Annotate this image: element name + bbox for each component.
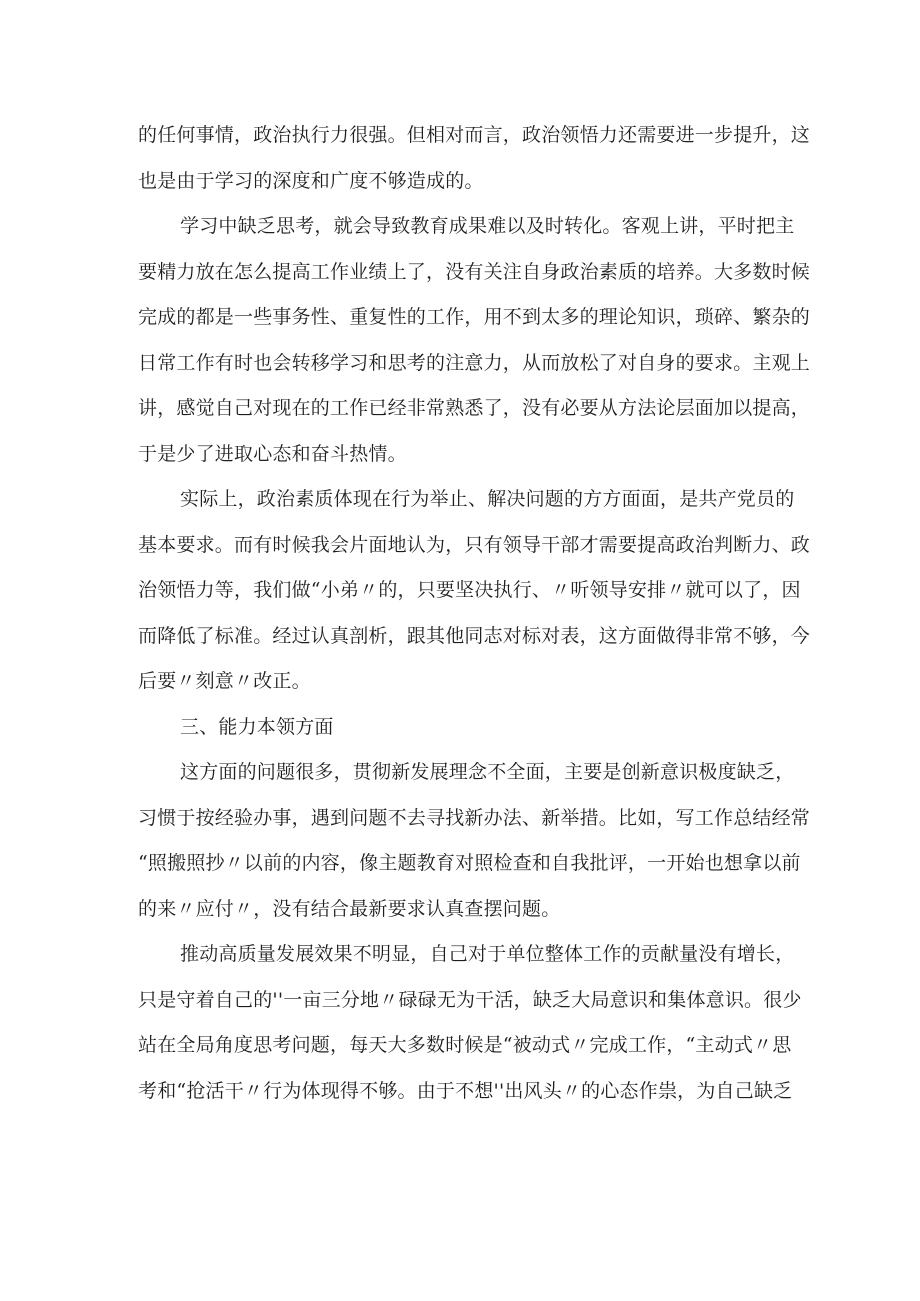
text-line: “照搬照抄〃以前的内容，像主题教育对照检查和自我批评，一开始也想拿以前 [138,852,801,874]
text-line: 于是少了进取心态和奋斗热情。 [138,442,407,465]
text-line: 讲，感觉自己对现在的工作已经非常熟悉了，没有必要从方法论层面加以提高， [138,397,811,419]
section-heading [138,713,784,759]
paragraph [138,485,811,713]
text-line: 只是守着自己的''一亩三分地〃碌碌无为干活，缺乏大局意识和集体意识。很少 [138,988,802,1011]
text-line: 而降低了标准。经过认真剖析，跟其他同志对标对表，这方面做得非常不够，今 [138,624,811,647]
section-heading-text: 三、能力本领方面 [180,715,334,738]
text-line: 推动高质量发展效果不明显，自己对于单位整体工作的贡献量没有增长， [180,943,795,965]
text-line: 治领悟力等，我们做“小弟〃的，只要坚决执行、〃听领导安排〃就可以了，因 [138,579,801,601]
paragraph [138,121,811,212]
text-line: 考和“抢活干〃行为体现得不够。由于不想''出风头〃的心态作祟，为自己缺乏 [138,1079,793,1102]
text-line: 的来〃应付〃，没有结合最新要求认真查摆问题。 [138,897,561,920]
text-line: 也是由于学习的深度和广度不够造成的。 [138,169,484,192]
text-line: 实际上，政治素质体现在行为举止、解决问题的方方面面，是共产党员的 [180,488,795,510]
document-body [138,121,811,1122]
text-line: 这方面的问题很多，贯彻新发展理念不全面，主要是创新意识极度缺乏， [180,761,795,783]
text-line: 要精力放在怎么提高工作业绩上了，没有关注自身政治素质的培养。大多数时候 [138,260,811,283]
text-line: 完成的都是一些事务性、重复性的工作，用不到太多的理论知识，琐碎、繁杂的 [138,306,811,328]
text-line: 站在全局角度思考问题，每天大多数时候是“被动式〃完成工作，“主动式〃思 [138,1034,792,1056]
text-line: 习惯于按经验办事，遇到问题不去寻找新办法、新举措。比如，写工作总结经常 [138,806,811,829]
text-line: 基本要求。而有时候我会片面地认为，只有领导干部才需要提高政治判断力、政 [138,533,811,556]
text-line: 日常工作有时也会转移学习和思考的注意力，从而放松了对自身的要求。主观上 [138,351,811,374]
paragraph [138,940,802,1122]
text-line: 后要〃刻意〃改正。 [138,670,311,692]
text-line: 的任何事情，政治执行力很强。但相对而言，政治领悟力还需要进一步提升，这 [138,124,811,146]
paragraph [138,212,811,485]
paragraph [138,758,811,940]
text-line: 学习中缺乏思考，就会导致教育成果难以及时转化。客观上讲，平时把主 [180,215,795,237]
